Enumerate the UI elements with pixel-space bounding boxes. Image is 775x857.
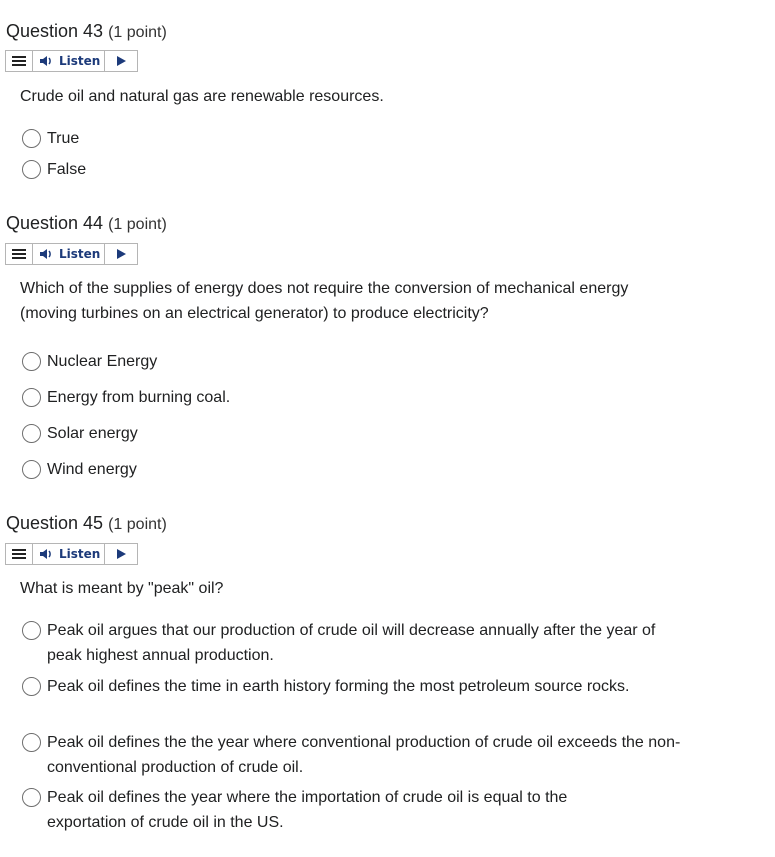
play-icon (116, 549, 126, 559)
question-43-title (6, 21, 167, 42)
speaker-icon (39, 55, 55, 67)
answer-option[interactable] (22, 457, 682, 482)
option-label: Solar energy (47, 425, 138, 442)
radio-button[interactable] (22, 388, 41, 407)
option-label: Nuclear Energy (47, 353, 158, 370)
answer-option[interactable] (22, 674, 682, 699)
listen-button[interactable] (33, 51, 105, 71)
radio-button[interactable] (22, 677, 41, 696)
answer-option[interactable] (22, 730, 682, 780)
question-45-title (6, 513, 167, 534)
listen-toolbar (5, 543, 138, 565)
option-label: Peak oil defines the time in earth history forming the most petroleum source rocks. (47, 678, 630, 695)
question-prompt: What is meant by "peak" oil? (20, 580, 224, 597)
option-label: Peak oil defines the year where the importation of crude oil is equal to the exportation of crude oil in the US. (47, 789, 568, 831)
question-points: (1 point) (108, 516, 167, 533)
listen-label: Listen (59, 54, 101, 68)
radio-button[interactable] (22, 352, 41, 371)
play-icon (116, 249, 126, 259)
listen-button[interactable] (33, 244, 105, 264)
play-button[interactable] (105, 244, 137, 264)
question-prompt: Crude oil and natural gas are renewable resources. (20, 88, 384, 105)
question-44-title (6, 213, 167, 234)
option-label: Peak oil argues that our production of crude oil will decrease annually after the year of peak highest annual production. (47, 622, 656, 664)
radio-button[interactable] (22, 460, 41, 479)
play-button[interactable] (105, 51, 137, 71)
option-label: Peak oil defines the the year where conventional production of crude oil exceeds the non-conventional production of crude oil. (47, 734, 681, 776)
menu-icon[interactable] (6, 244, 33, 264)
menu-icon[interactable] (6, 51, 33, 71)
play-button[interactable] (105, 544, 137, 564)
speaker-icon (39, 248, 55, 260)
listen-label: Listen (59, 547, 101, 561)
radio-button[interactable] (22, 424, 41, 443)
listen-button[interactable] (33, 544, 105, 564)
answer-option[interactable] (22, 157, 682, 182)
speaker-icon (39, 548, 55, 560)
listen-toolbar (5, 243, 138, 265)
option-label: Energy from burning coal. (47, 389, 231, 406)
radio-button[interactable] (22, 788, 41, 807)
radio-button[interactable] (22, 129, 41, 148)
radio-button[interactable] (22, 621, 41, 640)
listen-toolbar (5, 50, 138, 72)
answer-option[interactable] (22, 385, 682, 410)
option-label: False (47, 161, 87, 178)
answer-option[interactable] (22, 618, 682, 668)
option-label: Wind energy (47, 461, 137, 478)
option-label: True (47, 130, 80, 147)
play-icon (116, 56, 126, 66)
question-points: (1 point) (108, 216, 167, 233)
question-title-text: Question 43 (6, 21, 104, 41)
answer-option[interactable] (22, 126, 682, 151)
radio-button[interactable] (22, 160, 41, 179)
answer-option[interactable] (22, 349, 682, 374)
menu-icon[interactable] (6, 544, 33, 564)
answer-option[interactable] (22, 421, 682, 446)
listen-label: Listen (59, 247, 101, 261)
question-title-text: Question 45 (6, 513, 104, 533)
answer-option[interactable] (22, 785, 682, 835)
question-points: (1 point) (108, 24, 167, 41)
radio-button[interactable] (22, 733, 41, 752)
question-title-text: Question 44 (6, 213, 104, 233)
question-prompt: Which of the supplies of energy does not require the conversion of mechanical energy (moving turbines on an electrical generator) to produce electricity? (20, 280, 629, 322)
